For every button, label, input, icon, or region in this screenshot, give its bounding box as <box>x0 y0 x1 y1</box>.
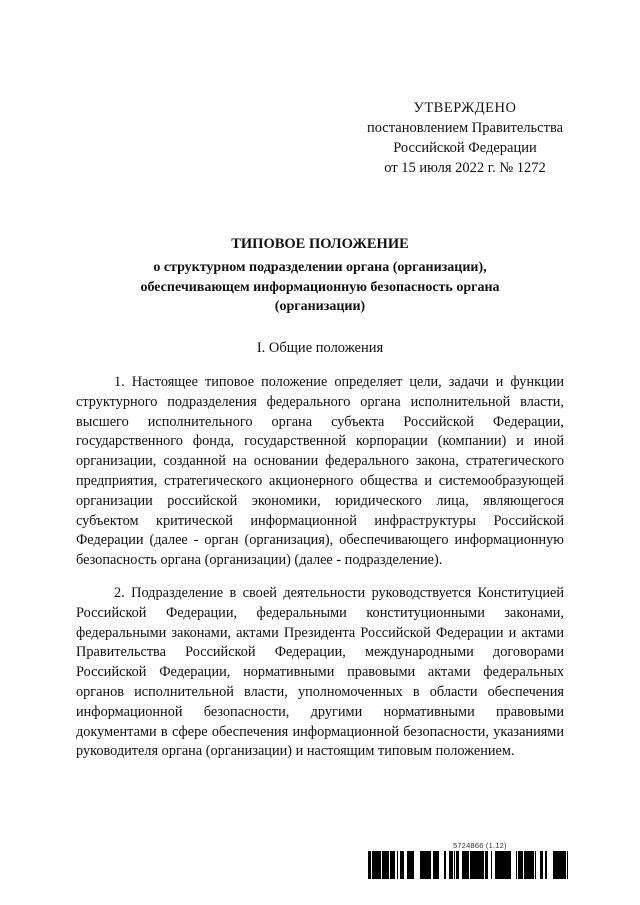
barcode-image <box>368 851 568 879</box>
approval-stamp-title: УТВЕРЖДЕНО <box>413 100 517 116</box>
section-title: I. Общие положения <box>256 340 384 356</box>
document-code: 5724866 (1.12) <box>453 841 507 850</box>
approval-line-2: Российской Федерации <box>393 140 537 156</box>
paragraph-2: 2. Подразделение в своей деятельности руководствуется Конституцией Российской Федерации, федеральными конституционными законами, федеральными законами, актами Президента Российской Федерации и актами Правительства Российской Федерации, международными договорами Российской Федерации, нормативными правовыми актами федеральных органов исполнительной власти, уполномоченных в области обеспечения информационной безопасности, другими нормативными правовыми документами в сфере обеспечения информационной безопасности, указаниями руководителя органа (организации) и настоящим типовым положением. <box>76 585 564 760</box>
approval-line-3: от 15 июля 2022 г. № 1272 <box>384 160 546 176</box>
approval-block <box>350 98 580 178</box>
approval-line-1: постановлением Правительства <box>366 120 564 136</box>
document-subtitle-line-3: (организации) <box>274 299 366 314</box>
document-subtitle-line-2: обеспечивающем информационную безопасность органа <box>140 279 500 295</box>
paragraph-1: 1. Настоящее типовое положение определяет цели, задачи и функции структурного подразделения федерального органа исполнительной власти, высшего исполнительного органа субъекта Российской Федерации, государственного фонда, государственной корпорации (компании) и иной организации, созданной на основании федерального закона, стратегического предприятия, стратегического акционерного общества и системообразующей организации российской экономики, юридического лица, являющегося субъектом критической информационной инфраструктуры Российской Федерации (далее - орган (организация), обеспечивающего информационную безопасность органа (организации) (далее - подразделение). <box>76 374 564 569</box>
document-title: ТИПОВОЕ ПОЛОЖЕНИЕ <box>231 236 409 252</box>
document-subtitle-line-1: о структурном подразделении органа (организации), <box>153 260 487 275</box>
document-heading <box>76 234 564 317</box>
